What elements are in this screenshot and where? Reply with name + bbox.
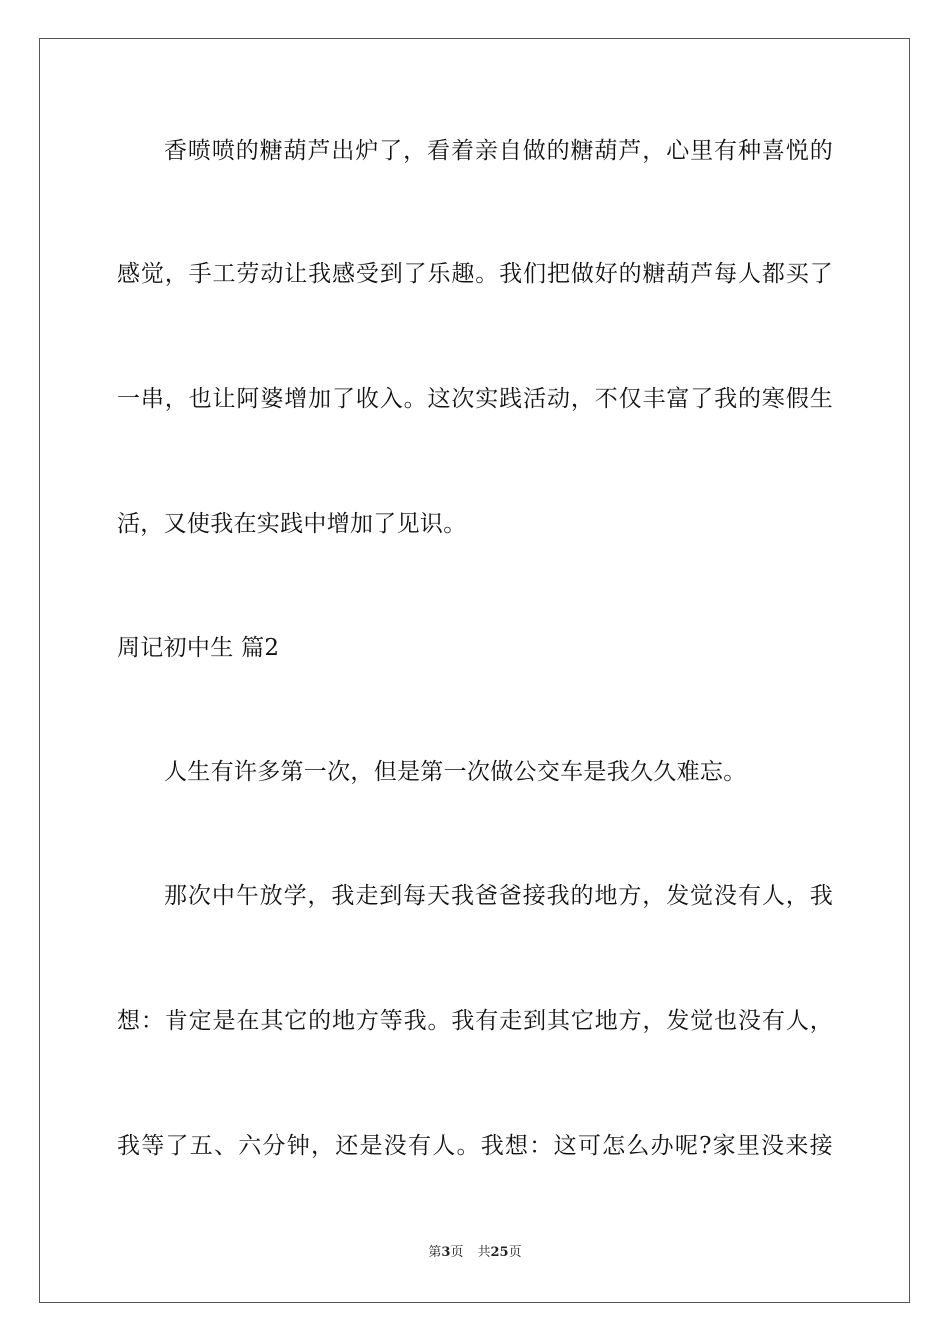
paragraph-line: 活，又使我在实践中增加了见识。 <box>117 511 467 537</box>
page-footer <box>0 1244 950 1262</box>
paragraph-line: 人生有许多第一次，但是第一次做公交车是我久久难忘。 <box>164 759 747 785</box>
page-number: 3 <box>441 1245 451 1260</box>
total-prefix: 共 <box>477 1245 491 1260</box>
page-prefix: 第 <box>428 1245 442 1260</box>
paragraph-line: 感觉，手工劳动让我感受到了乐趣。我们把做好的糖葫芦每人都买了 <box>117 261 833 287</box>
page-border <box>39 38 910 1303</box>
total-suffix: 页 <box>508 1245 522 1260</box>
paragraph-line: 一串，也让阿婆增加了收入。这次实践活动，不仅丰富了我的寒假生 <box>117 386 833 412</box>
paragraph-line: 想：肯定是在其它的地方等我。我有走到其它地方，发觉也没有人， <box>117 1008 833 1034</box>
section-heading: 周记初中生 篇2 <box>117 635 280 661</box>
paragraph-line: 那次中午放学，我走到每天我爸爸接我的地方，发觉没有人，我 <box>164 883 833 909</box>
page-suffix: 页 <box>450 1245 464 1260</box>
paragraph-line: 我等了五、六分钟，还是没有人。我想：这可怎么办呢?家里没来接 <box>117 1133 833 1159</box>
paragraph-line: 香喷喷的糖葫芦出炉了，看着亲自做的糖葫芦，心里有种喜悦的 <box>164 138 833 164</box>
total-pages: 25 <box>490 1245 509 1260</box>
